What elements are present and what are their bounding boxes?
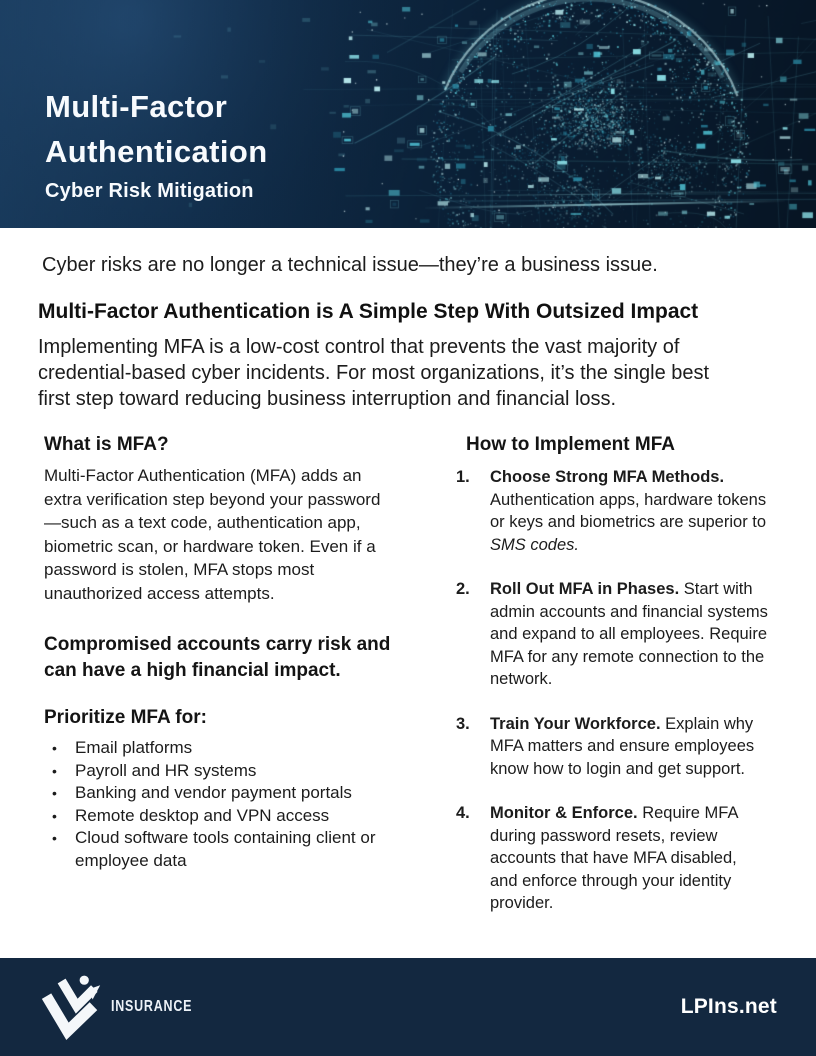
bullet-icon: • <box>52 807 57 824</box>
list-item-text: Cloud software tools containing client or employee data <box>75 828 376 870</box>
page-title <box>45 84 268 174</box>
banner <box>0 0 816 228</box>
implementation-steps <box>456 466 768 915</box>
step-item <box>456 713 768 781</box>
what-is-mfa-heading: What is MFA? <box>44 434 169 455</box>
list-item <box>44 782 436 805</box>
step-lead: Train Your Workforce. <box>490 714 661 733</box>
impact-heading: Multi-Factor Authentication is A Simple Step With Outsized Impact <box>38 300 699 323</box>
bullet-icon: • <box>52 762 57 779</box>
list-item-text: Email platforms <box>75 738 193 757</box>
list-item <box>44 760 436 783</box>
bullet-icon: • <box>52 830 57 846</box>
impact-body: Implementing MFA is a low-cost control that prevents the vast majority of credential-based cyber incidents. For most organizations, it’s the single best first step toward reducing business interruption and financial loss. <box>38 336 710 410</box>
step-item <box>456 802 768 915</box>
step-number: 3. <box>456 714 470 733</box>
list-item-text: Banking and vendor payment portals <box>75 783 352 802</box>
page-title-line2: Authentication <box>45 134 268 169</box>
page-subtitle: Cyber Risk Mitigation <box>45 180 254 202</box>
prioritize-heading: Prioritize MFA for: <box>44 707 207 728</box>
step-text <box>490 802 768 915</box>
page-title-line1: Multi-Factor <box>45 89 228 124</box>
step-item <box>456 578 768 691</box>
step-detail: Explain why MFA matters and ensure employees know how to login and get support. <box>490 714 755 778</box>
step-lead: Monitor & Enforce. <box>490 804 638 822</box>
footer-website-link[interactable]: LPIns.net <box>680 995 777 1018</box>
brand-label: INSURANCE <box>111 998 193 1015</box>
step-number: 2. <box>456 580 470 598</box>
risk-statement: Compromised accounts carry risk and can have a high financial impact. <box>44 634 391 681</box>
step-detail: Require MFA during password resets, review accounts that have MFA disabled, and enforce through your identity provider. <box>490 804 738 912</box>
step-lead: Choose Strong MFA Methods. <box>490 468 725 486</box>
bullet-icon: • <box>52 785 57 801</box>
step-detail: Authentication apps, hardware tokens or keys and biometrics are superior to <box>490 490 767 531</box>
what-is-mfa-body: Multi-Factor Authentication (MFA) adds an extra verification step beyond your password—such as a text code, authentication app, biometric scan, or hardware token. Even if a password is stolen, MFA stops most unauthorized access attempts. <box>44 466 381 603</box>
list-item <box>44 805 436 828</box>
step-text <box>490 578 768 691</box>
intro-lead: Cyber risks are no longer a technical issue—they’re a business issue. <box>42 254 658 276</box>
footer-bar <box>0 958 816 1056</box>
bullet-icon: • <box>52 740 57 756</box>
left-column <box>44 433 436 937</box>
list-item <box>44 827 436 872</box>
step-number: 4. <box>456 804 470 822</box>
step-text <box>490 466 768 556</box>
step-lead: Roll Out MFA in Phases. <box>490 580 680 598</box>
step-detail-italic: SMS codes. <box>490 535 579 554</box>
lp-chevron-logo-icon <box>39 972 101 1042</box>
step-detail: Start with admin accounts and financial systems and expand to all employees. Require MFA for any remote connection to the network. <box>490 580 768 688</box>
step-text <box>490 713 768 781</box>
right-column <box>456 433 768 937</box>
list-item <box>44 737 436 760</box>
list-item-text: Remote desktop and VPN access <box>75 805 330 825</box>
prioritize-list <box>44 737 436 872</box>
step-item <box>456 466 768 556</box>
banner-text-block <box>45 84 268 203</box>
two-column-section <box>44 433 778 937</box>
how-to-implement-heading: How to Implement MFA <box>466 434 675 455</box>
step-number: 1. <box>456 468 470 486</box>
content-area <box>0 252 816 937</box>
list-item-text: Payroll and HR systems <box>75 760 257 780</box>
